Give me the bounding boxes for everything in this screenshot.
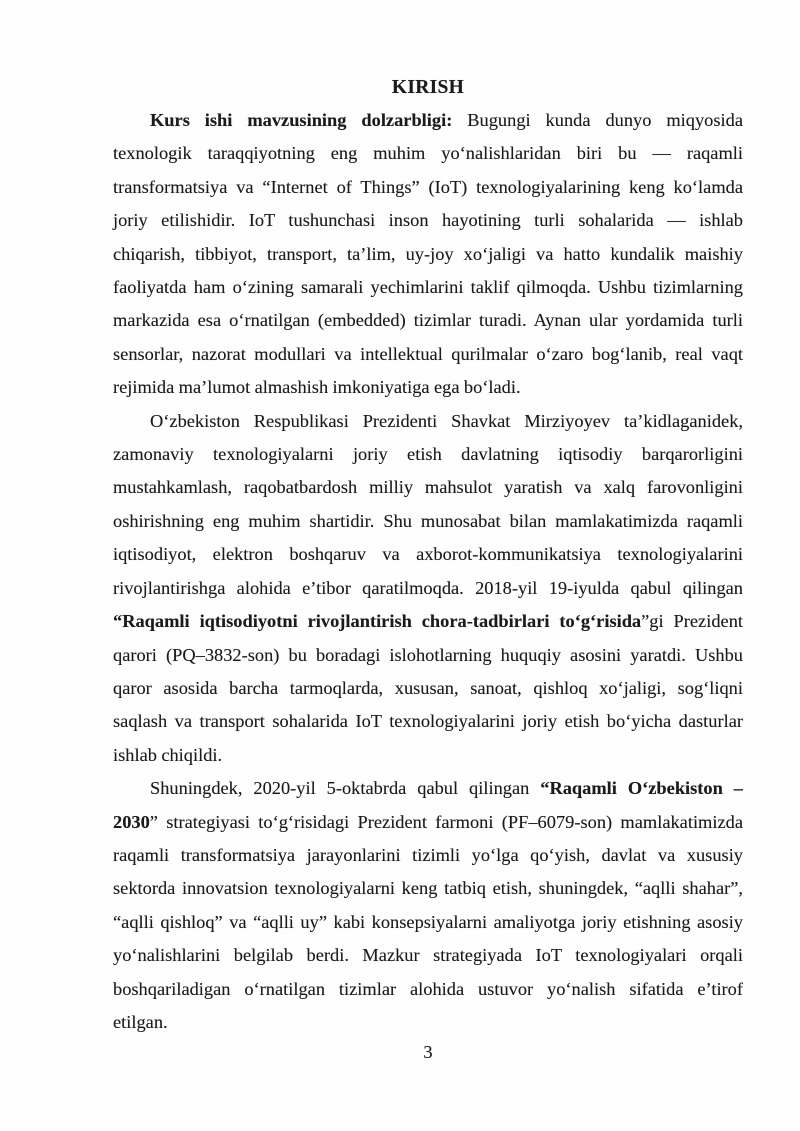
text-run: chiqarish, tibbiyot, transport, ta’lim, uy-joy xo‘jaligi va hatto kundalik maishiy — [113, 243, 743, 264]
text-line — [113, 639, 743, 672]
text-run: Shuningdek, 2020-yil 5-oktabrda qabul qilingan — [150, 778, 541, 799]
text-line — [113, 739, 743, 772]
text-run: ”gi Prezident — [641, 611, 743, 632]
text-line — [113, 973, 743, 1006]
text-line — [113, 438, 743, 471]
text-run: raqamli transformatsiya jarayonlarini tizimli yo‘lga qo‘yish, davlat va xususiy — [113, 844, 743, 865]
text-run: joriy etilishidir. IoT tushunchasi inson hayotining turli sohalarida — ishlab — [113, 210, 743, 231]
text-run: ishlab chiqildi. — [113, 744, 223, 765]
text-run: mustahkamlash, raqobatbardosh milliy mahsulot yaratish va xalq farovonligini — [113, 477, 743, 498]
text-run: rivojlantirishga alohida e’tibor qaratilmoqda. 2018-yil 19-iyulda qabul qilingan — [113, 577, 743, 598]
text-line — [113, 772, 743, 805]
text-run: transformatsiya va “Internet of Things” (IoT) texnologiyalarining keng ko‘lamda — [113, 176, 743, 197]
text-line — [113, 672, 743, 705]
bold-text-run: Kurs ishi mavzusining dolzarbligi: — [150, 110, 453, 130]
text-line — [113, 371, 743, 404]
text-line — [113, 338, 743, 371]
text-line — [113, 705, 743, 738]
text-run: markazida esa o‘rnatilgan (embedded) tizimlar turadi. Aynan ular yordamida turli — [113, 310, 743, 331]
text-run: “aqlli qishloq” va “aqlli uy” kabi konsepsiyalarni amaliyotga joriy etishning asosiy — [113, 911, 743, 932]
text-line — [113, 304, 743, 337]
text-run: zamonaviy texnologiyalarni joriy etish davlatning iqtisodiy barqarorligini — [113, 444, 743, 465]
text-run: etilgan. — [113, 1011, 168, 1032]
text-run: faoliyatda ham o‘zining samarali yechimlarini taklif qilmoqda. Ushbu tizimlarning — [113, 277, 743, 298]
bold-text-run: “Raqamli iqtisodiyotni rivojlantirish chora-tadbirlari to‘g‘risida — [113, 611, 642, 632]
text-run: sensorlar, nazorat modullari va intellektual qurilmalar o‘zaro bog‘lanib, real vaqt — [113, 343, 743, 364]
text-run: saqlash va transport sohalarida IoT texnologiyalarini joriy etish bo‘yicha dasturlar — [113, 711, 743, 732]
text-line — [113, 872, 743, 905]
page-title: KIRISH — [391, 77, 465, 98]
text-run: yo‘nalishlarini belgilab berdi. Mazkur strategiyada IoT texnologiyalari orqali — [113, 945, 743, 966]
text-line — [113, 572, 743, 605]
text-line — [113, 806, 743, 839]
text-line — [113, 171, 743, 204]
text-line — [113, 939, 743, 972]
text-run: qaror asosida barcha tarmoqlarda, xususan, sanoat, qishloq xo‘jaligi, sog‘liqni — [113, 677, 743, 698]
bold-text-run: 2030 — [113, 811, 150, 832]
text-run: Bugungi kunda dunyo miqyosida — [452, 110, 743, 130]
text-line — [113, 271, 743, 304]
page-number: 3 — [423, 1042, 433, 1062]
text-line — [113, 238, 743, 271]
bold-text-run: “Raqamli O‘zbekiston – — [540, 778, 743, 799]
text-line — [113, 906, 743, 939]
text-run: boshqariladigan o‘rnatilgan tizimlar alohida ustuvor yo‘nalish sifatida e’tirof — [113, 978, 743, 999]
text-line — [113, 471, 743, 504]
text-line — [113, 1006, 743, 1039]
document-body — [113, 104, 743, 1039]
text-line — [113, 204, 743, 237]
text-run: rejimida ma’lumot almashish imkoniyatiga ega bo‘ladi. — [113, 377, 521, 398]
text-run: sektorda innovatsion texnologiyalarni keng tatbiq etish, shuningdek, “aqlli shahar”, — [113, 878, 743, 899]
text-line — [113, 405, 743, 438]
text-line — [113, 104, 743, 137]
text-run: ” strategiyasi to‘g‘risidagi Prezident farmoni (PF–6079-son) mamlakatimizda — [149, 811, 743, 832]
text-line — [113, 538, 743, 571]
text-line — [113, 839, 743, 872]
text-run: iqtisodiyot, elektron boshqaruv va axborot-kommunikatsiya texnologiyalarini — [113, 544, 743, 565]
document-content — [113, 71, 743, 1039]
text-line — [113, 605, 743, 638]
text-run: O‘zbekiston Respublikasi Prezidenti Shavkat Mirziyoyev ta’kidlaganidek, — [150, 410, 743, 431]
text-run: oshirishning eng muhim shartidir. Shu munosabat bilan mamlakatimizda raqamli — [113, 510, 743, 531]
text-run: qarori (PQ–3832-son) bu boradagi islohotlarning huquqiy asosini yaratdi. Ushbu — [113, 644, 743, 665]
text-line — [113, 505, 743, 538]
text-run: texnologik taraqqiyotning eng muhim yo‘nalishlaridan biri bu — raqamli — [113, 143, 743, 164]
text-line — [113, 137, 743, 170]
